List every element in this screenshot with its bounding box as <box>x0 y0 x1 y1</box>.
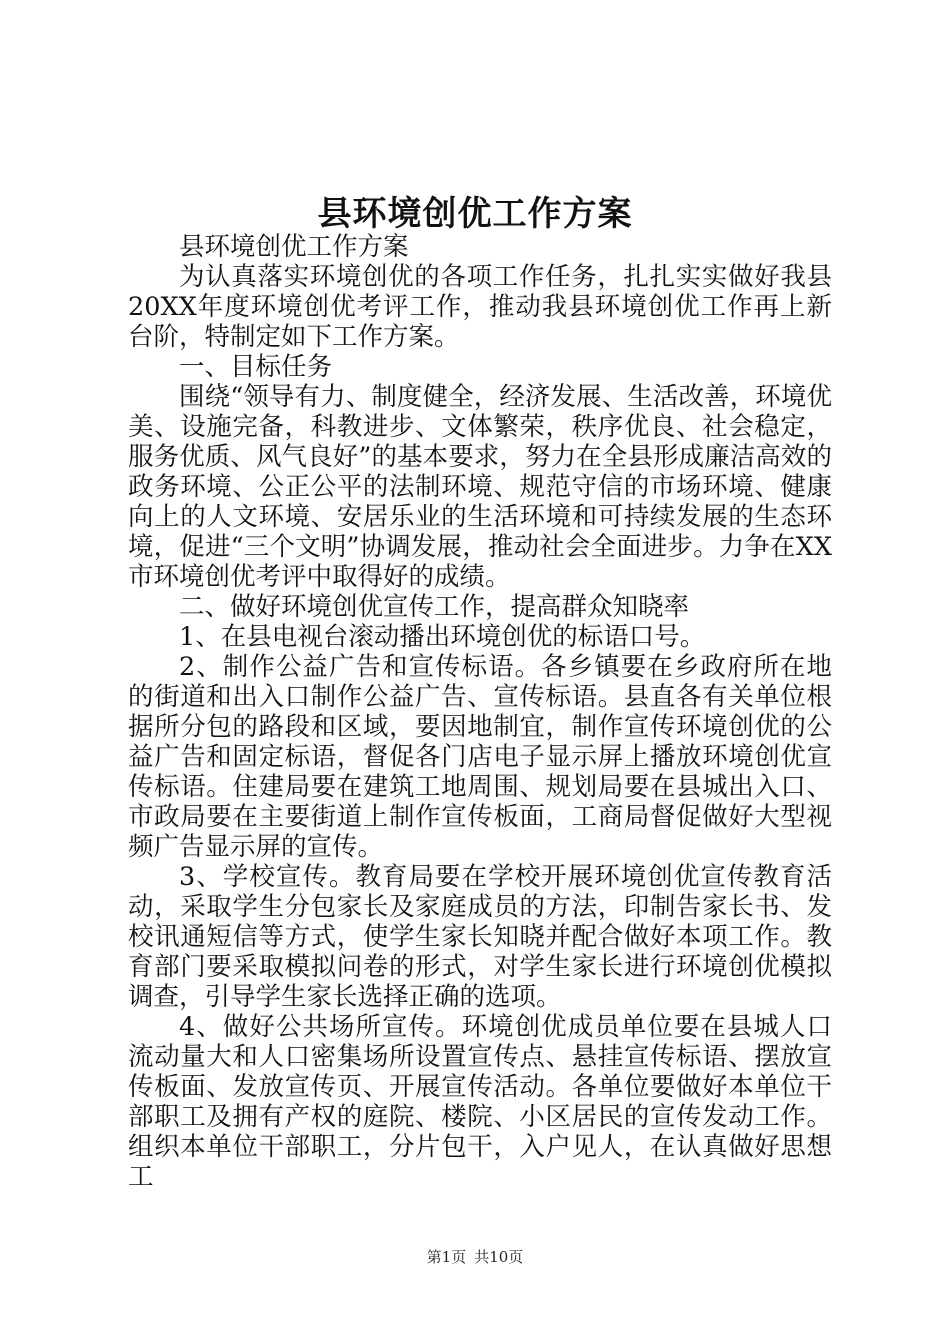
page-footer <box>0 1246 950 1267</box>
paragraph-item-3: 3、学校宣传。教育局要在学校开展环境创优宣传教育活动，采取学生分包家长及家庭成员的方法，印制告家长书、发校讯通短信等方式，使学生家长知晓并配合做好本项工作。教育部门要采取模拟问卷的形式，对学生家长进行环境创优模拟调查，引导学生家长选择正确的选项。 <box>128 862 832 1012</box>
page-total: 共10页 <box>474 1248 524 1266</box>
document-title: 县环境创优工作方案 <box>317 194 633 234</box>
paragraph-intro: 为认真落实环境创优的各项工作任务，扎扎实实做好我县20XX年度环境创优考评工作，推动我县环境创优工作再上新台阶，特制定如下工作方案。 <box>128 262 832 352</box>
paragraph-item-4: 4、做好公共场所宣传。环境创优成员单位要在县城人口流动量大和人口密集场所设置宣传点、悬挂宣传标语、摆放宣传板面、发放宣传页、开展宣传活动。各单位要做好本单位干部职工及拥有产权的庭院、楼院、小区居民的宣传发动工作。组织本单位干部职工，分片包干，入户见人，在认真做好思想工 <box>128 1012 832 1192</box>
paragraph-item-1: 1、在县电视台滚动播出环境创优的标语口号。 <box>179 622 706 652</box>
paragraph-item-2: 2、制作公益广告和宣传标语。各乡镇要在乡政府所在地的街道和出入口制作公益广告、宣传标语。县直各有关单位根据所分包的路段和区域，要因地制宜，制作宣传环境创优的公益广告和固定标语，督促各门店电子显示屏上播放环境创优宣传标语。住建局要在建筑工地周围、规划局要在县城出入口、市政局要在主要街道上制作宣传板面，工商局督促做好大型视频广告显示屏的宣传。 <box>128 652 832 862</box>
section-heading-1: 一、目标任务 <box>179 352 333 382</box>
paragraph-goals: 围绕“领导有力、制度健全，经济发展、生活改善，环境优美、设施完备，科教进步、文体繁荣，秩序优良、社会稳定，服务优质、风气良好”的基本要求，努力在全县形成廉洁高效的政务环境、公正公平的法制环境、规范守信的市场环境、健康向上的人文环境、安居乐业的生活环境和可持续发展的生态环境，促进“三个文明”协调发展，推动社会全面进步。力争在XX市环境创优考评中取得好的成绩。 <box>128 382 832 592</box>
document-body <box>128 232 832 1192</box>
paragraph-subtitle: 县环境创优工作方案 <box>179 232 409 262</box>
page-number: 第1页 <box>426 1248 467 1266</box>
section-heading-2: 二、做好环境创优宣传工作，提高群众知晓率 <box>179 592 690 622</box>
